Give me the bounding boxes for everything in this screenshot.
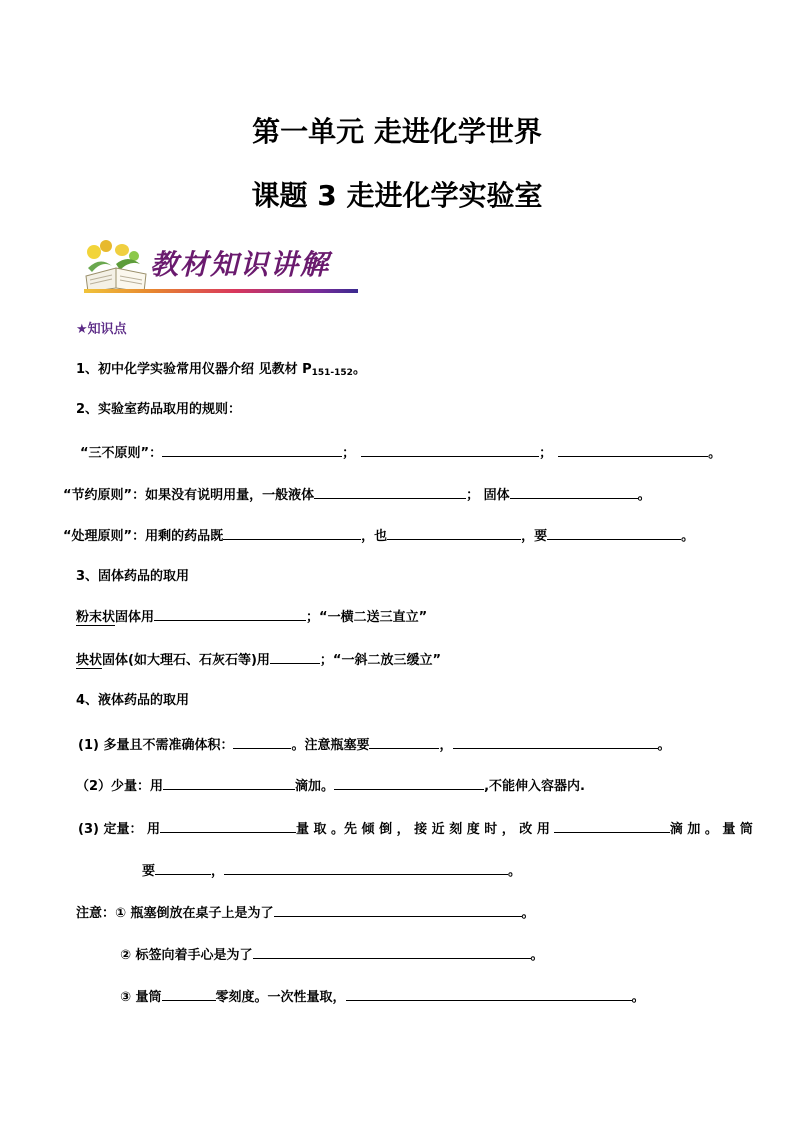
solid-powder	[76, 607, 427, 627]
powder-steps: ；“一横二送三直立”	[306, 610, 428, 625]
note-3-text: 零刻度。一次性量取，	[215, 990, 346, 1005]
liquid-small-label: （2）少量：用	[76, 779, 164, 794]
end: 。	[657, 738, 671, 753]
sep: ；	[342, 446, 356, 461]
blank[interactable]	[223, 526, 361, 540]
item-2: 2、实验室药品取用的规则：	[76, 402, 242, 417]
block-steps: ；“一斜二放三缓立”	[319, 653, 441, 668]
blank[interactable]	[510, 485, 638, 499]
item-3: 3、固体药品的取用	[76, 569, 190, 584]
end: ,不能伸入容器内.	[484, 779, 585, 794]
note-1-text: 注意：① 瓶塞倒放在桌子上是为了	[76, 906, 274, 921]
blank[interactable]	[361, 443, 539, 457]
rule-jieyue-label: “节约原则”：如果没有说明用量，一般液体	[63, 488, 315, 503]
block-text: 固体(如大理石、石灰石等)用	[102, 653, 270, 668]
sep: ； 固体	[466, 488, 510, 503]
cont-label: 要	[142, 864, 156, 879]
blank[interactable]	[233, 735, 291, 749]
book-with-flowers-icon	[82, 238, 152, 294]
end: 。	[508, 864, 522, 879]
item-4: 4、液体药品的取用	[76, 693, 190, 708]
sep: ；	[539, 446, 553, 461]
rule-chuli-label: “处理原则”：用剩的药品既	[63, 529, 224, 544]
blank[interactable]	[270, 650, 320, 664]
blank[interactable]	[547, 526, 681, 540]
end: 。	[681, 529, 695, 544]
liquid-quant-text: 量 取 。先 倾 倒 ， 接 近 刻 度 时 ， 改 用	[295, 822, 550, 837]
liquid-quant-end: 滴 加 。 量 筒	[669, 822, 753, 837]
solid-block	[76, 650, 441, 670]
blank[interactable]	[155, 861, 211, 875]
end: 。	[521, 906, 535, 921]
banner-divider	[84, 289, 358, 293]
blank[interactable]	[453, 735, 658, 749]
rule-sanbu-label: “三不原则”：	[80, 446, 163, 461]
powder-term: 粉末状	[76, 610, 116, 625]
blank[interactable]	[162, 987, 216, 1001]
blank[interactable]	[224, 861, 508, 875]
blank[interactable]	[274, 903, 522, 917]
sep: 。注意瓶塞要	[291, 738, 370, 753]
blank[interactable]	[154, 607, 306, 621]
blank[interactable]	[253, 945, 531, 959]
blank[interactable]	[554, 819, 670, 833]
liquid-large	[78, 735, 671, 755]
banner-title: 教材知识讲解	[150, 248, 331, 281]
powder-text: 固体用	[115, 610, 155, 625]
end: 。	[530, 948, 544, 963]
sep: ，	[211, 864, 225, 879]
end: 。	[637, 488, 651, 503]
blank[interactable]	[314, 485, 466, 499]
liquid-quantitative	[78, 819, 753, 839]
note-2-text: ② 标签向着手心是为了	[120, 948, 253, 963]
sep: ，	[439, 738, 453, 753]
item-1-pages: 151-152	[311, 368, 353, 378]
rule-jieyue	[63, 485, 651, 505]
blank[interactable]	[163, 776, 295, 790]
knowledge-point-label: ★知识点	[76, 322, 127, 337]
liquid-large-label: (1) 多量且不需准确体积：	[78, 738, 234, 753]
blank[interactable]	[369, 735, 439, 749]
sep: ，要	[521, 529, 548, 544]
item-1	[76, 361, 366, 382]
blank[interactable]	[160, 819, 296, 833]
blank[interactable]	[162, 443, 342, 457]
block-term: 块状	[76, 653, 103, 668]
blank[interactable]	[387, 526, 521, 540]
note-3-label: ③ 量筒	[120, 990, 162, 1005]
rule-sanbu	[80, 443, 721, 463]
page-title: 第一单元 走进化学世界	[252, 115, 542, 148]
note-3	[120, 987, 645, 1007]
blank[interactable]	[558, 443, 708, 457]
note-2	[120, 945, 544, 965]
blank[interactable]	[346, 987, 632, 1001]
end: 。	[631, 990, 645, 1005]
sep: 滴加。	[295, 779, 335, 794]
item-1-end: 。	[352, 362, 366, 377]
item-1-text: 1、初中化学实验常用仪器介绍 见教材 P	[76, 362, 312, 377]
liquid-quantitative-cont	[142, 861, 521, 881]
lesson-subtitle: 课题 3 走进化学实验室	[251, 179, 543, 212]
note-1	[76, 903, 535, 923]
sep: ，也	[361, 529, 388, 544]
end: 。	[708, 446, 722, 461]
liquid-quant-label: (3) 定量： 用	[78, 822, 160, 837]
liquid-small	[76, 776, 585, 796]
blank[interactable]	[334, 776, 484, 790]
rule-chuli	[63, 526, 694, 546]
